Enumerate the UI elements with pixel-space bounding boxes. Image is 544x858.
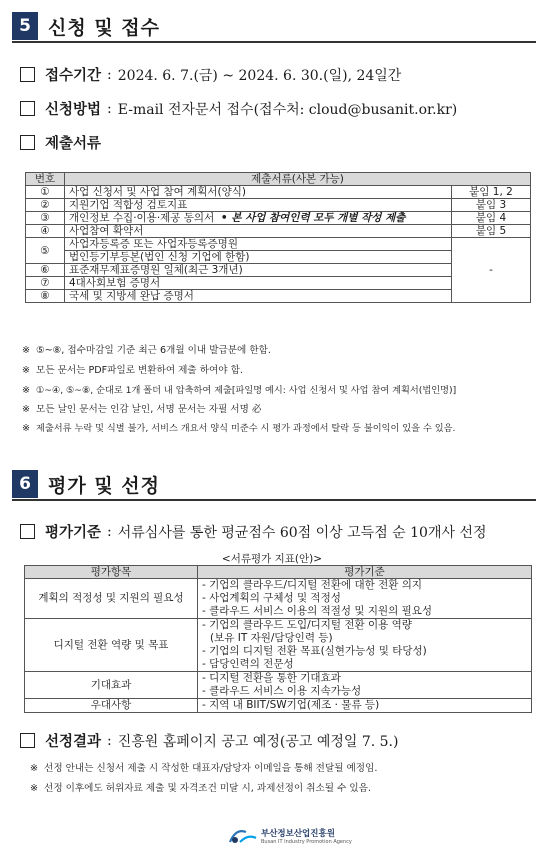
- checkbox-icon: [20, 733, 35, 748]
- table-caption: <서류평가 지표(안)>: [221, 553, 323, 565]
- result-value: 진흥원 홈페이지 공고 예정(공고 예정일 7. 5.): [117, 733, 399, 750]
- note: ※ 제출서류 누락 및 식별 불가, 서비스 개요서 양식 미준수 시 평가 과정에서 탈락 등 불이익이 있을 수 있음.: [22, 423, 456, 434]
- criteria-value: 서류심사를 통한 평균점수 60점 이상 고득점 순 10개사 선정: [117, 524, 487, 541]
- table-header: 제출서류(사본 가능): [65, 173, 531, 186]
- org-name-en: Busan IT Industry Promotion Agency: [261, 839, 352, 845]
- table-row: 우대사항 - 지역 내 BIIT/SW기업(제조 · 물류 등): [25, 699, 532, 713]
- table-header: 평가기준: [198, 566, 532, 579]
- note: ※ ①~④, ⑤~⑧, 순대로 1개 폴더 내 압축하여 제출[파일명 예시: 사업 신청서 및 사업 참여 계획서(법인명)]: [22, 385, 457, 396]
- period-value: 2024. 6. 7.(금) ~ 2024. 6. 30.(일), 24일간: [117, 67, 402, 84]
- section-number: 5: [12, 12, 38, 40]
- table-row: ② 지원기업 적합성 검토지표 붙임 3: [26, 199, 531, 212]
- section-5-header: [12, 12, 160, 40]
- result-label: 선정결과: [45, 734, 102, 750]
- docs-item: [20, 132, 101, 153]
- method-value: E-mail 전자문서 접수(접수처: cloud@busanit.or.kr): [117, 101, 458, 118]
- note: ※ 선정 이후에도 허위자료 제출 및 자격조건 미달 시, 과제선정이 취소될 수 있음.: [30, 783, 371, 794]
- period-label: 접수기간: [45, 68, 102, 84]
- section-title: 평가 및 선정: [48, 474, 160, 497]
- result-item: 선정결과 : 진흥원 홈페이지 공고 예정(공고 예정일 7. 5.): [20, 730, 398, 751]
- table-row: ⑤ 사업자등록증 또는 사업자등록증명원 -: [26, 238, 531, 251]
- table-row: ⑧ 국세 및 지방세 완납 증명서: [26, 290, 531, 303]
- note: ※ 선정 안내는 신청서 제출 시 작성한 대표자/담당자 이메일을 통해 전달될 예정임.: [30, 763, 378, 774]
- org-name: 부산정보산업진흥원: [261, 829, 335, 839]
- table-header: 평가항목: [25, 566, 198, 579]
- evaluation-table: [24, 565, 532, 713]
- org-logo-icon: [228, 826, 258, 846]
- section-6-header: [12, 470, 160, 498]
- org-logo: [228, 826, 352, 846]
- method-item: 신청방법 : E-mail 전자문서 접수(접수처: cloud@busanit.or.kr): [20, 98, 457, 119]
- table-row: 계획의 적정성 및 지원의 필요성 - 기업의 클라우드/디지털 전환에 대한 전환 의지 - 사업계획의 구체성 및 적정성 - 클라우드 서비스 이용의 적절성 및 지원의 필요성: [25, 579, 532, 619]
- emphasis-note: • 본 사업 참여인력 모두 개별 작성 제출: [220, 212, 406, 224]
- table-row: 디지털 전환 역량 및 목표 - 기업의 클라우드 도입/디지털 전환 이용 역량 (보유 IT 자원/담당인력 등) - 기업의 디지털 전환 목표(실현가능성 및 타당성) - 담당인력의 전문성: [25, 619, 532, 672]
- method-label: 신청방법: [45, 102, 102, 118]
- table-row: 기대효과 - 디지털 전환을 통한 기대효과 - 클라우드 서비스 이용 지속가능성: [25, 672, 532, 699]
- table-row: ① 사업 신청서 및 사업 참여 계획서(양식) 붙임 1, 2: [26, 186, 531, 199]
- section-divider: [12, 499, 536, 501]
- checkbox-icon: [20, 101, 35, 116]
- documents-table: [25, 172, 531, 303]
- criteria-label: 평가기준: [45, 525, 102, 541]
- table-header: 번호: [26, 173, 65, 186]
- table-row: 법인등기부등본(법인 신청 기업에 한함): [26, 251, 531, 264]
- criteria-item: 평가기준 : 서류심사를 통한 평균점수 60점 이상 고득점 순 10개사 선정: [20, 521, 487, 542]
- table-row: ③ 개인정보 수집·이용·제공 동의서 • 본 사업 참여인력 모두 개별 작성 제출 붙임 4: [26, 212, 531, 225]
- section-title: 신청 및 접수: [48, 16, 160, 39]
- checkbox-icon: [20, 135, 35, 150]
- table-row: ⑦ 4대사회보험 증명서: [26, 277, 531, 290]
- note: ※ 모든 날인 문서는 인감 날인, 서명 문서는 자필 서명 必: [22, 404, 262, 415]
- checkbox-icon: [20, 524, 35, 539]
- section-divider: [12, 41, 536, 43]
- docs-label: 제출서류: [45, 136, 102, 152]
- section-number: 6: [12, 470, 38, 498]
- note: ※ ⑤~⑧, 접수마감일 기준 최근 6개월 이내 발급분에 한함.: [22, 345, 271, 356]
- period-item: 접수기간 : 2024. 6. 7.(금) ~ 2024. 6. 30.(일), 24일간: [20, 64, 401, 85]
- checkbox-icon: [20, 67, 35, 82]
- note: ※ 모든 문서는 PDF파일로 변환하여 제출 하여야 함.: [22, 365, 243, 376]
- table-row: ④ 사업참여 확약서 붙임 5: [26, 225, 531, 238]
- table-row: ⑥ 표준재무제표증명원 일체(최근 3개년): [26, 264, 531, 277]
